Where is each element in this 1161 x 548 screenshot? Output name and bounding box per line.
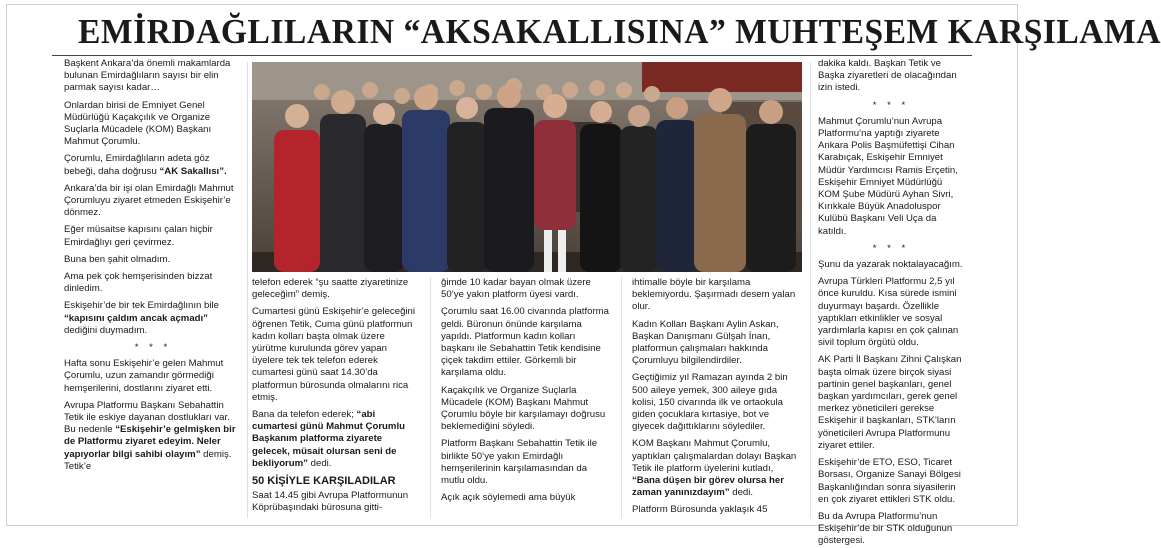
emphasized-quote: “abi cumartesi günü Mahmut Çorumlu Başkanım platforma ziyarete gelecek, müsait olursan seni de bekliyorum” <box>252 409 405 469</box>
paragraph-text: Geçtiğimiz yıl Ramazan ayında 2 bin 500 aileye yemek, 300 aileye gıda kolisi, 150 civarında ilk ve ortaokula giden çocuklara kırtasiye, bot ve giyecek dağıttıklarını söylediler. <box>632 372 788 433</box>
section-divider-stars <box>64 342 242 354</box>
paragraph <box>818 259 964 271</box>
paragraph-text-tail: dedi. <box>729 487 754 499</box>
paragraph-text-tail: dedi. <box>307 457 332 469</box>
paragraph-text: ihtimalle böyle bir karşılama beklemiyordu. Şaşırmadı desem yalan olur. <box>632 277 796 313</box>
paragraph-text: Eskişehir’de ETO, ESO, Ticaret Borsası, Organize Sanayi Bölgesi Başkanlığından sonra siyasilerin en çok ziyaret ettikleri STK oldu. <box>818 457 961 505</box>
paragraph <box>64 254 242 266</box>
paragraph <box>818 354 964 452</box>
column-divider <box>810 62 811 518</box>
paragraph-text: Mahmut Çorumlu’nun Avrupa Platformu’na yaptığı ziyarete Ankara Polis Başmüfettişi Cihan Karabıçak, Eskişehir Emniyet Müdür Yardımcısı Ramis Erçetin, Eskişehir Emniyet Müdürlüğü KOM Şube Müdürü Ayhan Sivri, Kırıkkale Büyük Anadoluspor Kulübü Başkanı Veli Uça da katıldı. <box>818 115 958 237</box>
group-photo <box>252 62 802 272</box>
paragraph <box>64 358 242 395</box>
column-divider <box>247 62 248 518</box>
paragraph-text: Ama pek çok hemşerisinden bizzat dinledim. <box>64 271 213 295</box>
paragraph-text: ğimde 10 kadar bayan olmak üzere 50’ye yakın platform üyesi vardı. <box>441 277 591 301</box>
paragraph <box>441 385 609 434</box>
paragraph-text: Çorumlu, Emirdağlıların adeta göz bebeği, daha doğrusu <box>64 153 210 177</box>
paragraph-text: Şunu da yazarak noktalayacağım. <box>818 259 963 271</box>
paragraph-text-tail: demiş. Tetik’e <box>64 448 232 472</box>
paragraph <box>441 438 609 487</box>
article-column-1 <box>64 58 242 518</box>
paragraph-text: Ankara’da bir işi olan Emirdağlı Mahmut Çorumluyu ziyaret etmeden Eskişehir’e dönmez. <box>64 182 234 219</box>
paragraph <box>632 504 802 516</box>
paragraph-text: dakika kaldı. Başkan Tetik ve Başka ziyaretleri de olacağından izin istedi. <box>818 58 957 94</box>
paragraph-text: Bu da Avrupa Platformu’nun Eskişehir’de bir STK olduğunun göstergesi. <box>818 510 953 547</box>
paragraph <box>818 276 964 349</box>
paragraph-text: Eğer müsaitse kapısını çalan hiçbir Emirdağlıyı geri çevirmez. <box>64 224 213 248</box>
paragraph-text: AK Parti İl Başkanı Zihni Çalışkan başta olmak üzere birçok siyasi partinin genel başkanları, genel başkan yardımcıları, gerek genel merkez yöneticileri gerekse Eskişehir il başkanları, STK’ların yöneticileri Avrupa Platformunu ziyaret ettiler. <box>818 354 962 451</box>
paragraph <box>632 277 802 314</box>
column-divider <box>430 277 431 518</box>
emphasized-quote: “Bana düşen bir görev olursa her zaman yanınızdayım” <box>632 475 784 499</box>
paragraph <box>64 300 242 337</box>
paragraph-text: Buna ben şahit olmadım. <box>64 253 171 265</box>
paragraph-text: Avrupa Platformu Başkanı Sebahattin Tetik ile eskiye dayanan dostlukları var. Bu nedenle <box>64 399 230 436</box>
article-column-2 <box>252 277 418 517</box>
column-divider <box>621 277 622 518</box>
paragraph-text: * * * <box>134 342 172 354</box>
paragraph-text: Hafta sonu Eskişehir’e gelen Mahmut Çorumlu, uzun zamandır görmediği hemşerilerini, dostlarını ziyaret etti. <box>64 358 224 394</box>
paragraph-text: Eskişehir’de bir tek Emirdağlının bile <box>64 300 219 312</box>
paragraph-text: telefon ederek “şu saatte ziyaretinize geleceğim” demiş. <box>252 277 409 301</box>
paragraph <box>818 511 964 548</box>
paragraph <box>64 100 242 149</box>
paragraph-text: Açık açık söylemedi ama büyük <box>441 492 576 504</box>
paragraph <box>441 492 609 504</box>
paragraph <box>64 224 242 248</box>
paragraph <box>818 457 964 506</box>
section-divider-stars <box>818 243 964 255</box>
paragraph-text: KOM Başkanı Mahmut Çorumlu, yaptıkları çalışmalardan dolayı Başkan Tetik ile platform üyelerini kutladı, <box>632 438 797 474</box>
paragraph-text: Çorumlu saat 16.00 civarında platforma geldi. Büronun önünde karşılama yapıldı. Platformun kadın kolları başkanı ile Sebahattin Tetik kendisine çiçek takdim ettiler. Görkemli bir karşılama oldu. <box>441 306 609 379</box>
emphasized-quote: “Eskişehir’e gelmişken bir de Platformu ziyaret edeyim. Neler yapıyorlar bilgi sahibi olayım” <box>64 424 236 460</box>
paragraph-text: * * * <box>872 99 910 111</box>
paragraph-text: Saat 14.45 gibi Avrupa Platformunun Köprübaşındaki bürosuna gitti- <box>252 490 409 514</box>
paragraph <box>64 271 242 295</box>
paragraph <box>252 409 418 470</box>
article-column-4 <box>632 277 802 517</box>
paragraph-text: Bana da telefon ederek; <box>252 409 357 421</box>
section-heading <box>252 475 418 487</box>
paragraph <box>632 438 802 499</box>
paragraph <box>252 490 418 514</box>
section-divider-stars <box>818 100 964 112</box>
paragraph <box>252 306 418 404</box>
paragraph-text: Kadın Kolları Başkanı Aylin Askan, Başkan Danışmanı Gülşah İnan, platformun çalışmaları hakkında Çorumluyu bilgilendirdiler. <box>632 318 779 367</box>
paragraph-text: Onlardan birisi de Emniyet Genel Müdürlüğü Kaçakçılık ve Organize Suçlarla Mücadele (KOM) Başkanı Mahmut Çorumlu. <box>64 99 212 148</box>
paragraph <box>632 319 802 368</box>
paragraph <box>64 153 242 177</box>
paragraph <box>64 400 242 473</box>
article-column-5 <box>818 58 964 547</box>
paragraph-text: Kaçakçılık ve Organize Suçlarla Mücadele (KOM) Başkanı Mahmut Çorumlu böyle bir karşılamayı doğrusu beklemediğini söyledi. <box>441 384 606 433</box>
emphasized-quote: “kapısını çaldım ancak açmadı” <box>64 312 208 324</box>
paragraph <box>632 372 802 433</box>
paragraph <box>818 116 964 238</box>
paragraph-text: Avrupa Türkleri Platformu 2,5 yıl önce kuruldu. Kısa sürede ismini duyurmayı başardı. Özellikle yaptıkları etkinlikler ve sosyal yardımlarla kapısı en çok çalınan sivil toplum örgütü oldu. <box>818 276 959 349</box>
paragraph-text: Platform Başkanı Sebahattin Tetik ile birlikte 50’ye yakın Emirdağlı hemşerilerinin karşılamasından da mutlu oldu. <box>441 438 598 487</box>
paragraph <box>441 277 609 301</box>
paragraph <box>64 58 242 95</box>
paragraph-text: Platform Bürosunda yaklaşık 45 <box>632 504 768 516</box>
paragraph <box>818 58 964 95</box>
section-heading-text: 50 KİŞİYLE KARŞILADILAR <box>252 475 396 488</box>
paragraph-text: Başkent Ankara’da önemli makamlarda bulunan Emirdağlıların sayısı bir elin parmak sayısı kadar… <box>64 58 231 94</box>
headline-rule <box>52 55 972 56</box>
paragraph-text: * * * <box>872 242 910 254</box>
paragraph <box>252 277 418 301</box>
group-photo-illustration <box>252 62 802 272</box>
headline: EMİRDAĞLILARIN “AKSAKALLISINA” MUHTEŞEM KARŞILAMA <box>78 12 1161 51</box>
paragraph <box>441 306 609 379</box>
article-column-3 <box>441 277 609 517</box>
paragraph-text: Cumartesi günü Eskişehir’e geleceğini öğrenen Tetik, Cuma günü platformun kadın kolları başta olmak üzere yürütme kurulunda görev yapan üyelere tek tek telefon ederek cumartesi günü saat 14.30’da platformun bürosunda olmalarını rica etmiş. <box>252 306 416 403</box>
paragraph <box>64 183 242 220</box>
emphasized-quote: “AK Sakallısı”. <box>159 165 227 177</box>
paragraph-text-tail: dediğini duymadım. <box>64 324 148 336</box>
